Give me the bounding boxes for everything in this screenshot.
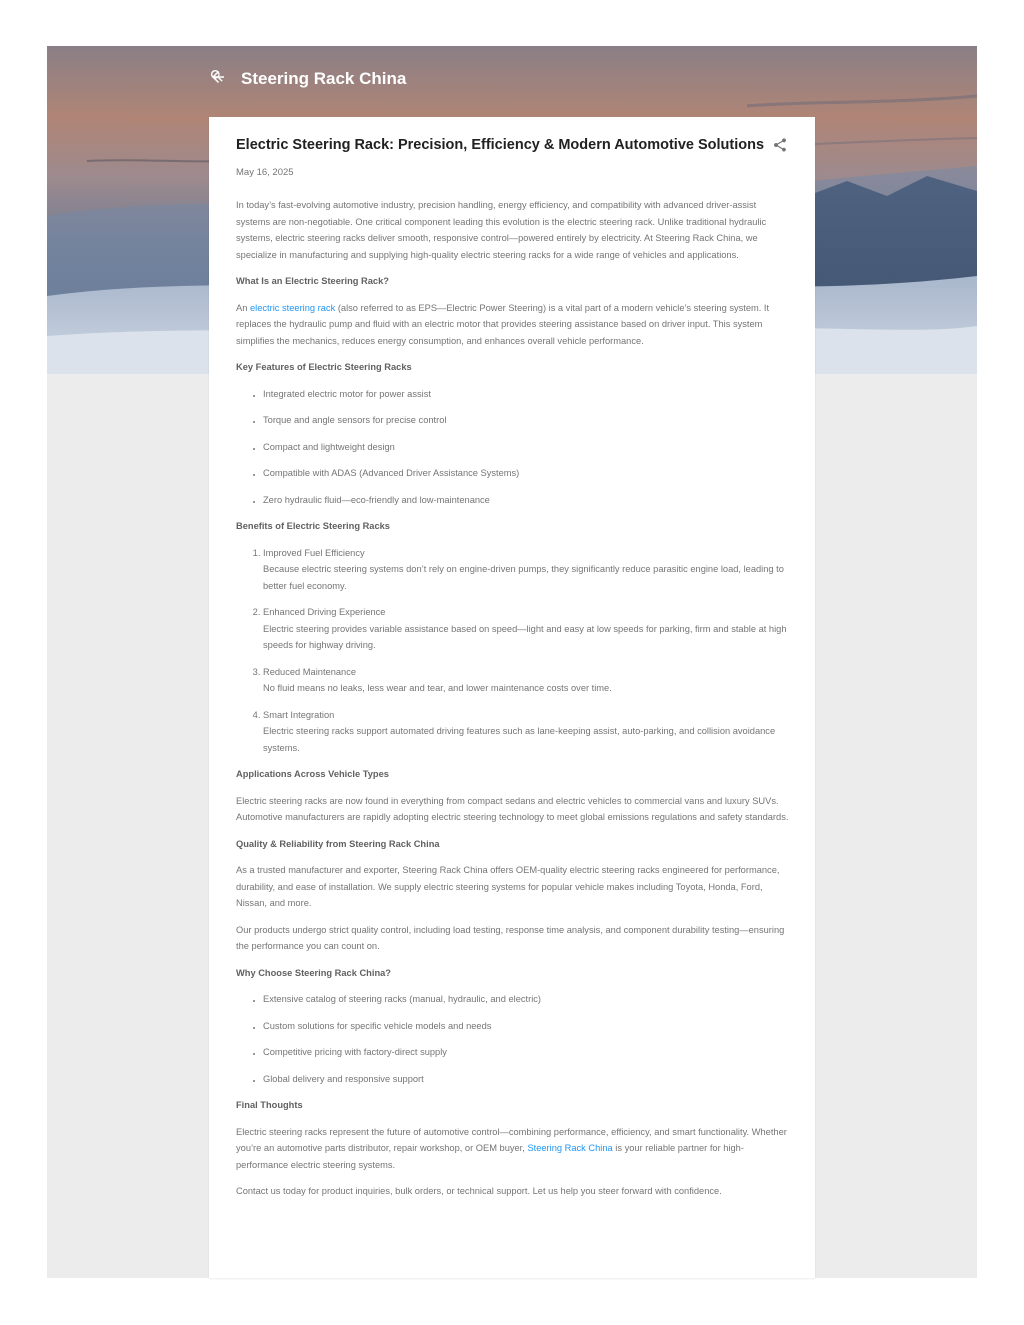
list-item: • Global delivery and responsive support	[263, 1071, 789, 1088]
post-title: Electric Steering Rack: Precision, Efficiency & Modern Automotive Solutions	[236, 137, 765, 153]
applications-paragraph: Electric steering racks are now found in everything from compact sedans and electric vehicles to commercial vans and luxury SUVs. Automotive manufacturers are rapidly adopting electric steering technology to meet global emissions regulations and safety standards.	[236, 795, 789, 822]
section-heading-applications: Applications Across Vehicle Types	[236, 769, 389, 779]
section-heading-why: Why Choose Steering Rack China?	[236, 967, 391, 978]
benefit-title: Improved Fuel Efficiency	[263, 547, 365, 558]
what-rest: (also referred to as EPS—Electric Power Steering) is a vital part of a modern vehicle’s steering system. It replaces the hydraulic pump and fluid with an electric motor that provides steering assistance based on driver input. This system simplifies the mechanics, reduces energy consumption, and enhances overall vehicle performance.	[236, 302, 770, 346]
steering-rack-china-link[interactable]: Steering Rack China	[527, 1143, 613, 1153]
quality-paragraph: Our products undergo strict quality control, including load testing, response time analysis, and component durability testing—ensuring the performance you can count on.	[236, 924, 785, 951]
benefits-list	[236, 545, 789, 757]
list-item: • Competitive pricing with factory-direct supply	[263, 1044, 789, 1061]
section-heading-what: What Is an Electric Steering Rack?	[236, 276, 389, 286]
list-item: • Zero hydraulic fluid—eco-friendly and low-maintenance	[263, 492, 789, 509]
why-list	[236, 991, 789, 1087]
benefit-title: Enhanced Driving Experience	[263, 607, 386, 617]
benefit-text: Electric steering provides variable assistance based on speed—light and easy at low speeds for parking, firm and stable at high speeds for highway driving.	[263, 623, 787, 650]
benefit-title: Smart Integration	[263, 709, 335, 720]
final-prefix: Electric steering racks represent the future of automotive control—combining performance, efficiency, and smart functionality. Whether you’re an automotive parts distributor, repair workshop, or OEM buyer,	[236, 1126, 787, 1153]
list-item	[263, 545, 789, 595]
what-paragraph	[236, 300, 789, 350]
intro-paragraph: In today’s fast-evolving automotive industry, precision handling, energy efficiency, and compatibility with advanced driver-assist systems are non-negotiable. One critical component leading this evolution is the electric steering rack. Unlike traditional hydraulic systems, electric steering racks deliver smooth, responsive control—powered entirely by electricity. At Steering Rack China, we specialize in manufacturing and supplying high-quality electric steering racks for a wide range of vehicles and applications.	[236, 200, 767, 260]
post-date: May 16, 2025	[236, 167, 294, 178]
page-frame	[47, 46, 977, 1278]
list-item: • Torque and angle sensors for precise control	[263, 412, 789, 429]
final-paragraph	[236, 1124, 789, 1174]
benefit-text: Electric steering racks support automated driving features such as lane-keeping assist, auto-parking, and collision avoidance systems.	[263, 726, 776, 753]
list-item: • Compatible with ADAS (Advanced Driver Assistance Systems)	[263, 465, 789, 482]
contact-paragraph: Contact us today for product inquiries, bulk orders, or technical support. Let us help you steer forward with confidence.	[236, 1186, 722, 1196]
list-item: • Integrated electric motor for power assist	[263, 386, 789, 403]
section-heading-features: Key Features of Electric Steering Racks	[236, 362, 412, 372]
final-rest: is your reliable partner for high-performance electric steering systems.	[236, 1143, 744, 1170]
top-bar	[209, 68, 817, 92]
list-item	[263, 707, 789, 757]
section-heading-benefits: Benefits of Electric Steering Racks	[236, 521, 390, 531]
benefit-text: Because electric steering systems don’t rely on engine-driven pumps, they significantly reduce parasitic engine load, leading to better fuel economy.	[263, 564, 784, 591]
blog-title[interactable]: Steering Rack China	[241, 69, 407, 88]
quality-paragraph: As a trusted manufacturer and exporter, Steering Rack China offers OEM-quality electric steering racks engineered for performance, durability, and ease of installation. We supply electric steering systems for popular vehicle makes including Toyota, Honda, Ford, Nissan, and more.	[236, 865, 780, 908]
section-heading-quality: Quality & Reliability from Steering Rack China	[236, 838, 440, 849]
list-item	[263, 664, 789, 697]
benefit-text: No fluid means no leaks, less wear and tear, and lower maintenance costs over time.	[263, 683, 612, 693]
share-icon[interactable]	[772, 137, 788, 153]
list-item	[263, 604, 789, 654]
section-heading-final: Final Thoughts	[236, 1100, 303, 1110]
what-prefix: An	[236, 302, 250, 313]
list-item: • Custom solutions for specific vehicle models and needs	[263, 1018, 789, 1035]
benefit-title: Reduced Maintenance	[263, 666, 357, 677]
features-list	[236, 386, 789, 509]
list-item: • Compact and lightweight design	[263, 439, 789, 456]
list-item: • Extensive catalog of steering racks (manual, hydraulic, and electric)	[263, 991, 789, 1008]
post-body	[236, 197, 789, 1210]
search-icon[interactable]	[209, 68, 225, 84]
post-card	[209, 117, 815, 1278]
electric-steering-rack-link[interactable]: electric steering rack	[249, 302, 336, 313]
